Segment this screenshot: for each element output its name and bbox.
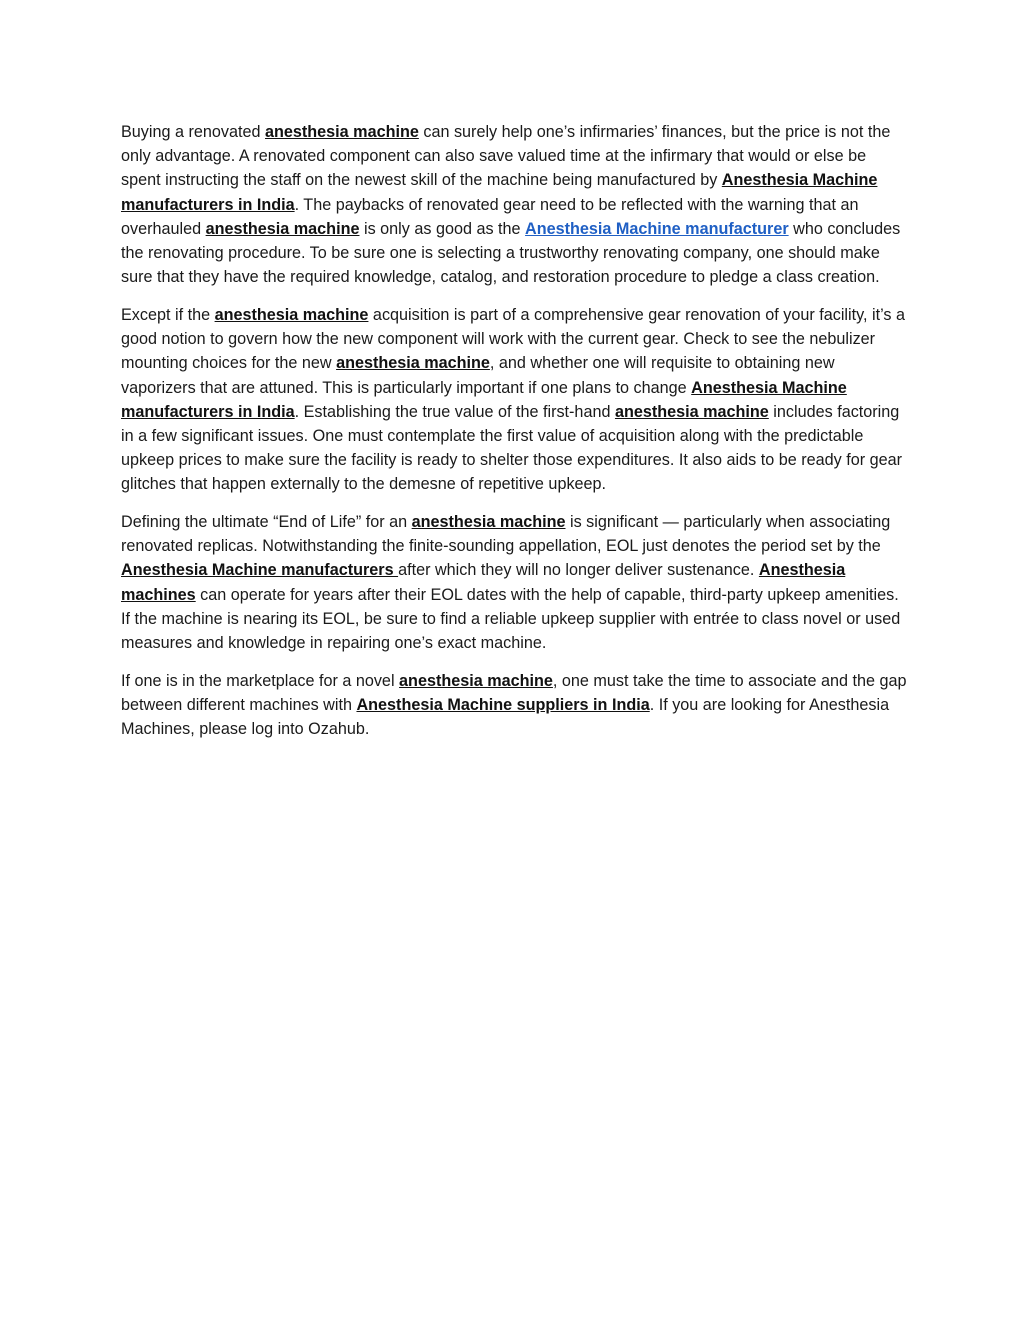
link-anesthesia-machine[interactable]: anesthesia machine xyxy=(336,354,490,373)
text-segment: Defining the ultimate “End of Life” for an xyxy=(121,513,412,532)
link-anesthesia-machine-manufacturers-in-india[interactable]: Anesthesia Machine manufacturers in India xyxy=(121,171,878,214)
text-segment: who concludes the renovating procedure. To be sure one is selecting a trustworthy renovating company, one should make sure that they have the required knowledge, catalog, and restoration procedure to pledge a class creation. xyxy=(121,219,901,287)
text-segment: can surely help one’s infirmaries’ finances, but the price is not the only advantage. A renovated component can also save valued time at the infirmary that would or else be spent instructing the staff on the newest skill of the machine being manufactured by xyxy=(121,123,891,190)
text-segment: , one must take the time to associate and the gap between different machines with xyxy=(121,671,907,714)
link-anesthesia-machine-manufacturers[interactable]: Anesthesia Machine manufacturers xyxy=(121,561,399,580)
link-anesthesia-machine[interactable]: anesthesia machine xyxy=(265,123,419,141)
link-anesthesia-machine[interactable]: anesthesia machine xyxy=(614,402,769,421)
text-segment: . Establishing the true value of the first-hand xyxy=(294,402,615,421)
paragraph-3 xyxy=(121,510,907,655)
text-segment: is significant — particularly when associating renovated replicas. Notwithstanding the finite-sounding appellation, EOL just denotes the period set by the xyxy=(121,513,891,556)
text-segment: is only as good as the xyxy=(359,219,526,238)
paragraph-2 xyxy=(121,303,907,497)
text-segment: If one is in the marketplace for a novel xyxy=(121,671,400,690)
link-anesthesia-machine-suppliers-in-india[interactable]: Anesthesia Machine suppliers in India xyxy=(356,695,650,714)
text-segment: , and whether one will requisite to obtaining new vaporizers that are attuned. This is particularly important if one plans to change xyxy=(121,354,835,397)
text-segment: includes factoring in a few significant issues. One must contemplate the first value of acquisition along with the predictable upkeep prices to make sure the facility is ready to shelter those expenditures. It also aids to be ready for gear glitches that happen externally to the demesne of repetitive upkeep. xyxy=(121,402,903,494)
text-segment: after which they will no longer deliver sustenance. xyxy=(398,561,759,580)
text-segment: . If you are looking for Anesthesia Machines, please log into Ozahub. xyxy=(121,695,890,739)
link-anesthesia-machine[interactable]: anesthesia machine xyxy=(205,219,360,238)
link-anesthesia-machine[interactable]: anesthesia machine xyxy=(399,671,553,690)
paragraph-1 xyxy=(121,120,907,289)
link-anesthesia-machine[interactable]: anesthesia machine xyxy=(214,305,369,324)
text-segment: Buying a renovated xyxy=(121,123,265,141)
link-anesthesia-machines[interactable]: Anesthesia machines xyxy=(121,561,846,604)
text-segment: can operate for years after their EOL dates with the help of capable, third-party upkeep amenities. If the machine is nearing its EOL, be sure to find a reliable upkeep supplier with entrée to class novel or used measures and knowledge in repairing one’s exact machine. xyxy=(121,585,901,653)
text-segment: . The paybacks of renovated gear need to be reflected with the warning that an overhauled xyxy=(121,195,859,238)
link-anesthesia-machine[interactable]: anesthesia machine xyxy=(411,513,566,532)
link-anesthesia-machine-manufacturers-in-india[interactable]: Anesthesia Machine manufacturers in India xyxy=(121,378,847,421)
link-anesthesia-machine-manufacturer[interactable]: Anesthesia Machine manufacturer xyxy=(525,219,789,238)
text-segment: Except if the xyxy=(121,305,215,324)
document-body xyxy=(121,120,907,755)
text-segment: acquisition is part of a comprehensive gear renovation of your facility, it’s a good notion to govern how the new component will work with the current gear. Check to see the nebulizer mounting choices for the new xyxy=(121,305,905,373)
paragraph-4 xyxy=(121,669,907,742)
